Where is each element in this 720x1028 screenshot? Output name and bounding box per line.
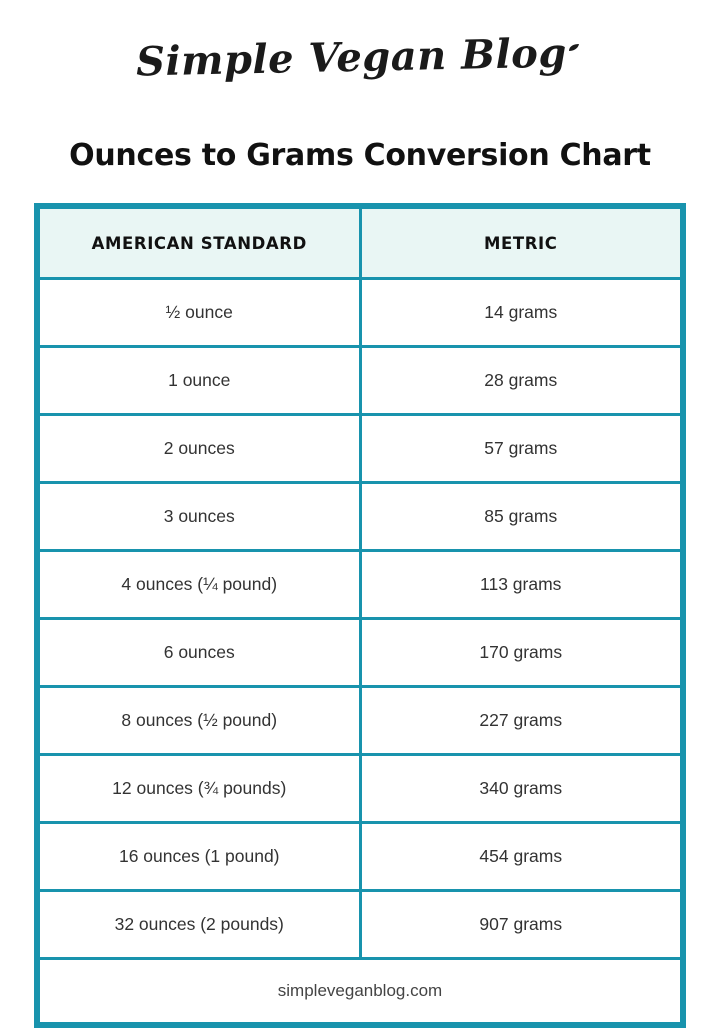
column-header-american-standard: AMERICAN STANDARD bbox=[39, 208, 361, 279]
table-row bbox=[39, 891, 682, 959]
cell-american: 6 ounces bbox=[39, 619, 361, 687]
table-body bbox=[39, 279, 682, 1024]
cell-american: 4 ounces (¼ pound) bbox=[39, 551, 361, 619]
cell-american: 32 ounces (2 pounds) bbox=[39, 891, 361, 959]
table-head bbox=[39, 208, 682, 279]
cell-american: ½ ounce bbox=[39, 279, 361, 347]
table-row bbox=[39, 551, 682, 619]
brand-logo bbox=[34, 0, 686, 112]
conversion-table bbox=[37, 206, 683, 1025]
cell-metric: 28 grams bbox=[360, 347, 682, 415]
cell-metric: 907 grams bbox=[360, 891, 682, 959]
cell-metric: 340 grams bbox=[360, 755, 682, 823]
table-row bbox=[39, 347, 682, 415]
cell-metric: 85 grams bbox=[360, 483, 682, 551]
cell-metric: 454 grams bbox=[360, 823, 682, 891]
table-row bbox=[39, 483, 682, 551]
cell-metric: 170 grams bbox=[360, 619, 682, 687]
cell-metric: 57 grams bbox=[360, 415, 682, 483]
table-header-row bbox=[39, 208, 682, 279]
cell-metric: 113 grams bbox=[360, 551, 682, 619]
table-row bbox=[39, 823, 682, 891]
table-row bbox=[39, 619, 682, 687]
cell-metric: 14 grams bbox=[360, 279, 682, 347]
table-row bbox=[39, 687, 682, 755]
column-header-metric: METRIC bbox=[360, 208, 682, 279]
cell-american: 12 ounces (¾ pounds) bbox=[39, 755, 361, 823]
cell-metric: 227 grams bbox=[360, 687, 682, 755]
conversion-table-wrapper bbox=[34, 203, 686, 1028]
cell-american: 1 ounce bbox=[39, 347, 361, 415]
table-row bbox=[39, 415, 682, 483]
page-title: Ounces to Grams Conversion Chart bbox=[69, 138, 651, 173]
leaf-icon bbox=[568, 42, 580, 54]
cell-american: 3 ounces bbox=[39, 483, 361, 551]
brand-logo-text: Simple Vegan Blog bbox=[135, 29, 568, 86]
cell-american: 2 ounces bbox=[39, 415, 361, 483]
cell-american: 8 ounces (½ pound) bbox=[39, 687, 361, 755]
cell-american: 16 ounces (1 pound) bbox=[39, 823, 361, 891]
website-url: simpleveganblog.com bbox=[39, 959, 682, 1024]
table-row bbox=[39, 279, 682, 347]
table-footer-row bbox=[39, 959, 682, 1024]
table-row bbox=[39, 755, 682, 823]
